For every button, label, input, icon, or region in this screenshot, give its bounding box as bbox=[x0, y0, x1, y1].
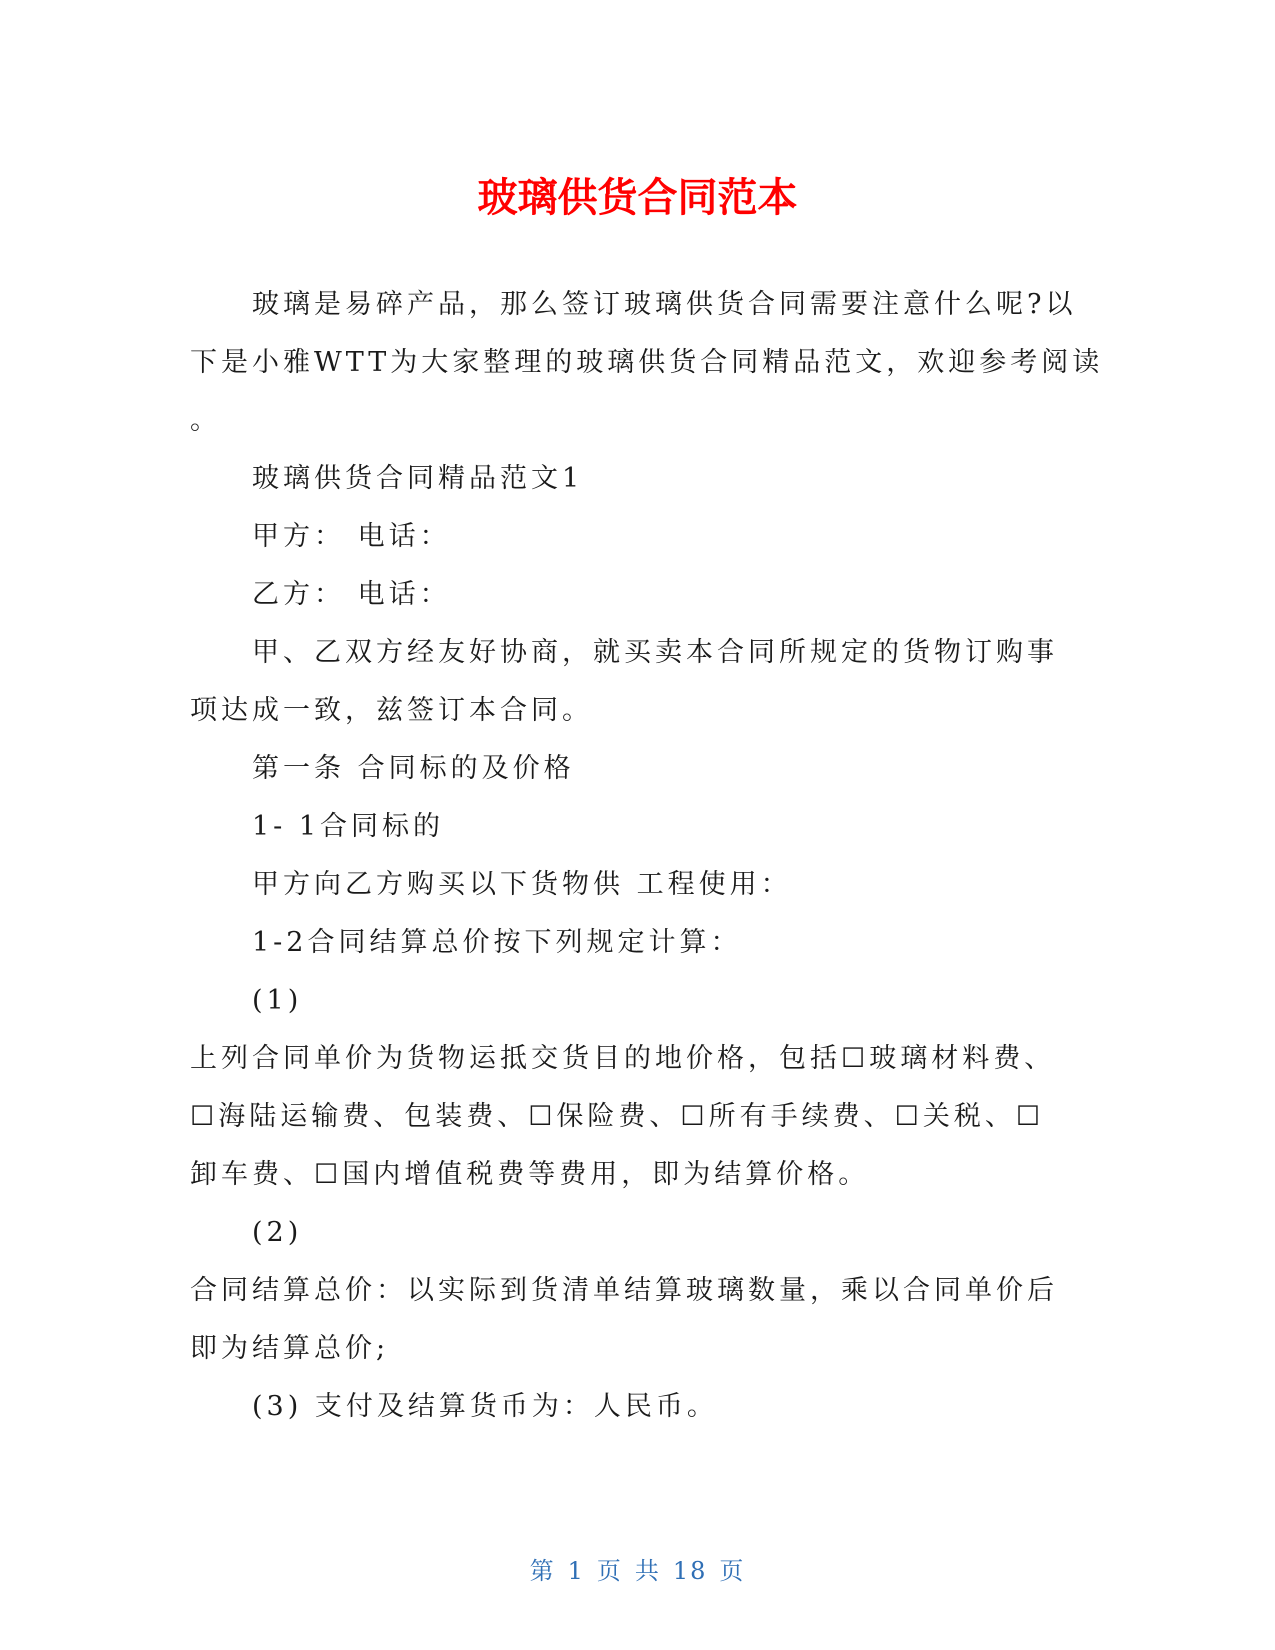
document-title: 玻璃供货合同范本 bbox=[477, 175, 798, 221]
paragraph-line: 玻璃是易碎产品，那么签订玻璃供货合同需要注意什么呢?以 bbox=[252, 289, 1077, 320]
page-footer bbox=[0, 1551, 1275, 1586]
clause-heading: 1-2合同结算总价按下列规定计算： bbox=[252, 927, 742, 958]
footer-page-label: 页 bbox=[596, 1557, 623, 1585]
list-marker: (2) bbox=[252, 1217, 303, 1248]
paragraph-line: 合同结算总价：以实际到货清单结算玻璃数量，乘以合同单价后 bbox=[190, 1275, 1058, 1306]
article-heading: 第一条 合同标的及价格 bbox=[252, 753, 575, 784]
current-page-number: 1 bbox=[567, 1557, 585, 1585]
paragraph-line: 上列合同单价为货物运抵交货目的地价格，包括☐玻璃材料费、 bbox=[190, 1043, 1056, 1074]
paragraph-line: 下是小雅WTT为大家整理的玻璃供货合同精品范文，欢迎参考阅读 bbox=[190, 347, 1104, 378]
paragraph-line: (3) 支付及结算货币为：人民币。 bbox=[252, 1391, 718, 1422]
section-heading: 玻璃供货合同精品范文1 bbox=[252, 463, 584, 494]
paragraph-line: 。 bbox=[190, 405, 221, 436]
paragraph-line: ☐海陆运输费、包装费、☐保险费、☐所有手续费、☐关税、☐ bbox=[190, 1101, 1045, 1132]
footer-suffix: 页 bbox=[719, 1557, 746, 1585]
paragraph-line: 甲方向乙方购买以下货物供 工程使用： bbox=[252, 869, 792, 900]
clause-heading: 1- 1合同标的 bbox=[252, 811, 445, 842]
party-b-line: 乙方： 电话： bbox=[252, 579, 451, 610]
paragraph-line: 即为结算总价; bbox=[190, 1333, 390, 1364]
paragraph-line: 卸车费、☐国内增值税费等费用，即为结算价格。 bbox=[190, 1159, 870, 1190]
footer-prefix: 第 bbox=[529, 1557, 556, 1585]
list-marker: (1) bbox=[252, 985, 303, 1016]
paragraph-line: 甲、乙双方经友好协商，就买卖本合同所规定的货物订购事 bbox=[252, 637, 1058, 668]
paragraph-line: 项达成一致，兹签订本合同。 bbox=[190, 695, 593, 726]
party-a-line: 甲方： 电话： bbox=[252, 521, 451, 552]
total-pages-number: 18 bbox=[672, 1557, 708, 1585]
footer-total-prefix: 共 bbox=[634, 1557, 661, 1585]
